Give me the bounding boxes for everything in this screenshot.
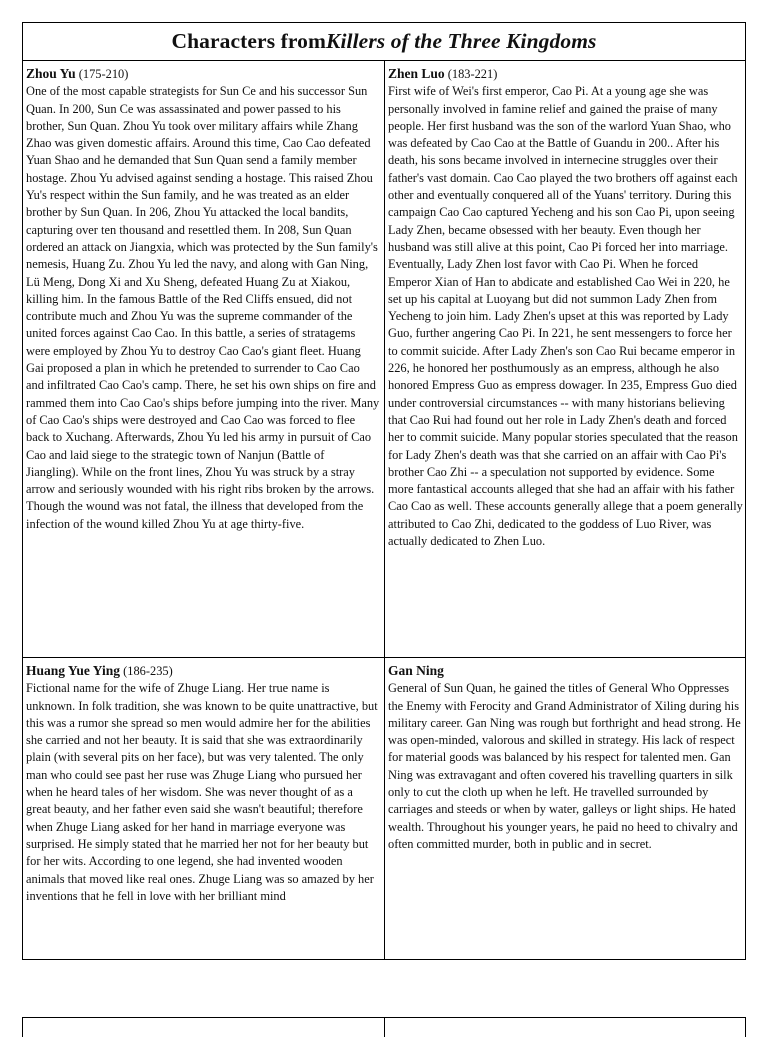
character-cell-zhou-yu [23,61,384,657]
title-book-name: Killers of the Three Kingdoms [326,29,597,53]
character-dates: (175-210) [78,67,129,81]
character-bio: First wife of Wei's first emperor, Cao Pi. At a young age she was personally involved in famine relief and gained the praise of many people. Her first husband was the son of the warlord Yuan Shao, who was defeated by Cao Cao at the Battle of Guandu in 200.. After his death, his sons became involved in internecine struggles over their father's vast domain. Cao Cao played the two brothers off against each other and eventually conquered all of the Yuans' territory. During this campaign Cao Cao captured Yecheng and his son Cao Pi, upon seeing Lady Zhen, became obsessed with her beauty. Even though her husband was still alive at this point, Cao Pi forced her into marriage. Eventually, Lady Zhen lost favor with Cao Pi. When he forced Emperor Xian of Han to abdicate and established Cao Wei in 220, he set up his capital at Luoyang but did not summon Lady Zhen from Yecheng to join him. Lady Zhen's upset at this was reported by Lady Guo, further angering Cao Pi. In 221, he sent messengers to force her to commit suicide. After Lady Zhen's son Cao Rui became emperor in 226, he honored her posthumously as an empress, although he also honored Empress Guo as empress dowager. In 235, Empress Guo died under controversial circumstances -- with many historians believing that Cao Rui had found out her role in Lady Zhen's death and forced her to commit suicide. Many popular stories speculated that the reason for Lady Zhen's death was that she carried on an affair with Cao Pi's brother Cao Zhi -- a speculation not supported by evidence. Some more fantastical accounts alleged that she had an affair with his father Cao Cao as well. These accounts generally allege that a poem generally attributed to Cao Zhi, dedicated to the goddess of Luo River, was actually dedicated to Zhen Luo. [388,84,743,549]
character-dates: (186-235) [123,664,173,678]
character-name: Zhen Luo [388,66,445,81]
character-heading [388,662,743,680]
character-bio: General of Sun Quan, he gained the titles of General Who Oppresses the Enemy with Ferocity and Grand Administrator of Xiling during his military career. Gan Ning was rough but forthright and head strong. He was open-minded, valorous and skilled in strategy. His lack of respect for material goods was balanced by his respect for talented men. Gan Ning was extravagant and often covered his travelling quarters in silk only to cut the cloth up when he left. He travelled surrounded by carriages and steeds or when by water, galleys or light ships. He hated wealth. Throughout his younger years, he paid no heed to chivalry and often committed murder, both in public and in secret. [388,681,741,851]
page-title [23,23,745,61]
character-cell-gan-ning [385,658,747,960]
character-bio: One of the most capable strategists for Sun Ce and his successor Sun Quan. In 200, Sun Ce was assassinated and power passed to his brother, Sun Quan. Zhou Yu took over military affairs while Zhang Zhao was given domestic affairs. Around this time, Cao Cao defeated Yuan Shao and he demanded that Sun Quan send a family member hostage. Zhou Yu advised against sending a hostage. This raised Zhou Yu's respect within the Sun family, and he was treated as an elder brother by Sun Quan. In 206, Zhou Yu attacked the local bandits, capturing over ten thousand and resettled them. In 208, Sun Quan ordered an attack on Jiangxia, which was protected by the Sun family's nemesis, Huang Zu. Zhou Yu led the navy, and along with Gan Ning, Lü Meng, Dong Xi and Xu Sheng, defeated Huang Zu at Xiakou, killing him. In the famous Battle of the Red Cliffs ensued, did not contribute much and Zhou Yu was the supreme commander of the united forces against Cao Cao. In this battle, a series of stratagems were employed by Zhou Yu to destroy Cao Cao's giant fleet. Huang Gai proposed a plan in which he pretended to surrender to Cao Cao and infiltrated Cao Cao's camp. There, he set his own ships on fire and rammed them into Cao Cao's ships before jumping into the river. Many of Cao Cao's ships were destroyed and Cao Cao was forced to flee back to Xuchang. Afterwards, Zhou Yu led his army in pursuit of Cao Cao and laid siege to the strategic town of Nanjun (Battle of Jiangling). While on the front lines, Zhou Yu was struck by a stray arrow and seriously wounded with his right ribs broken by the arrows. Though the wound was not fatal, the illness that developed from the infection of the wound killed Zhou Yu at age thirty-five. [26,84,380,531]
character-bio: Fictional name for the wife of Zhuge Liang. Her true name is unknown. In folk tradition, she was known to be quite unattractive, but this was a rumor she spread so men would admire her for the abilities she carried and not her beauty. It is said that she was extraordinarily plain (with several pits on her face), but was very talented. The only man who could see past her ruse was Zhuge Liang who pursued her when he heard tales of her wisdom. She was never thought of as a great beauty, and her father even said she wasn't beautiful; therefore when Zhuge Liang asked for her hand in marriage everyone was surprised. He simply stated that he married her not for her beauty but for her wits. According to one legend, she had invented wooden animals that moved like real ones. Zhuge Liang was so amazed by her inventions that he fell in love with her brilliant mind [26,681,378,903]
title-text: Characters from [171,29,327,53]
character-sheet [22,22,746,960]
character-grid [23,61,745,959]
character-name: Zhou Yu [26,66,76,81]
character-dates: (183-221) [447,67,498,81]
character-heading [388,65,743,83]
character-cell-zhen-luo [385,61,747,657]
character-heading [26,65,380,83]
character-name: Huang Yue Ying [26,663,121,678]
next-page-column-divider [384,1018,385,1037]
character-heading [26,662,380,680]
character-name: Gan Ning [388,663,444,678]
character-cell-huang-yue-ying [23,658,384,960]
next-page-edge [22,1017,746,1037]
